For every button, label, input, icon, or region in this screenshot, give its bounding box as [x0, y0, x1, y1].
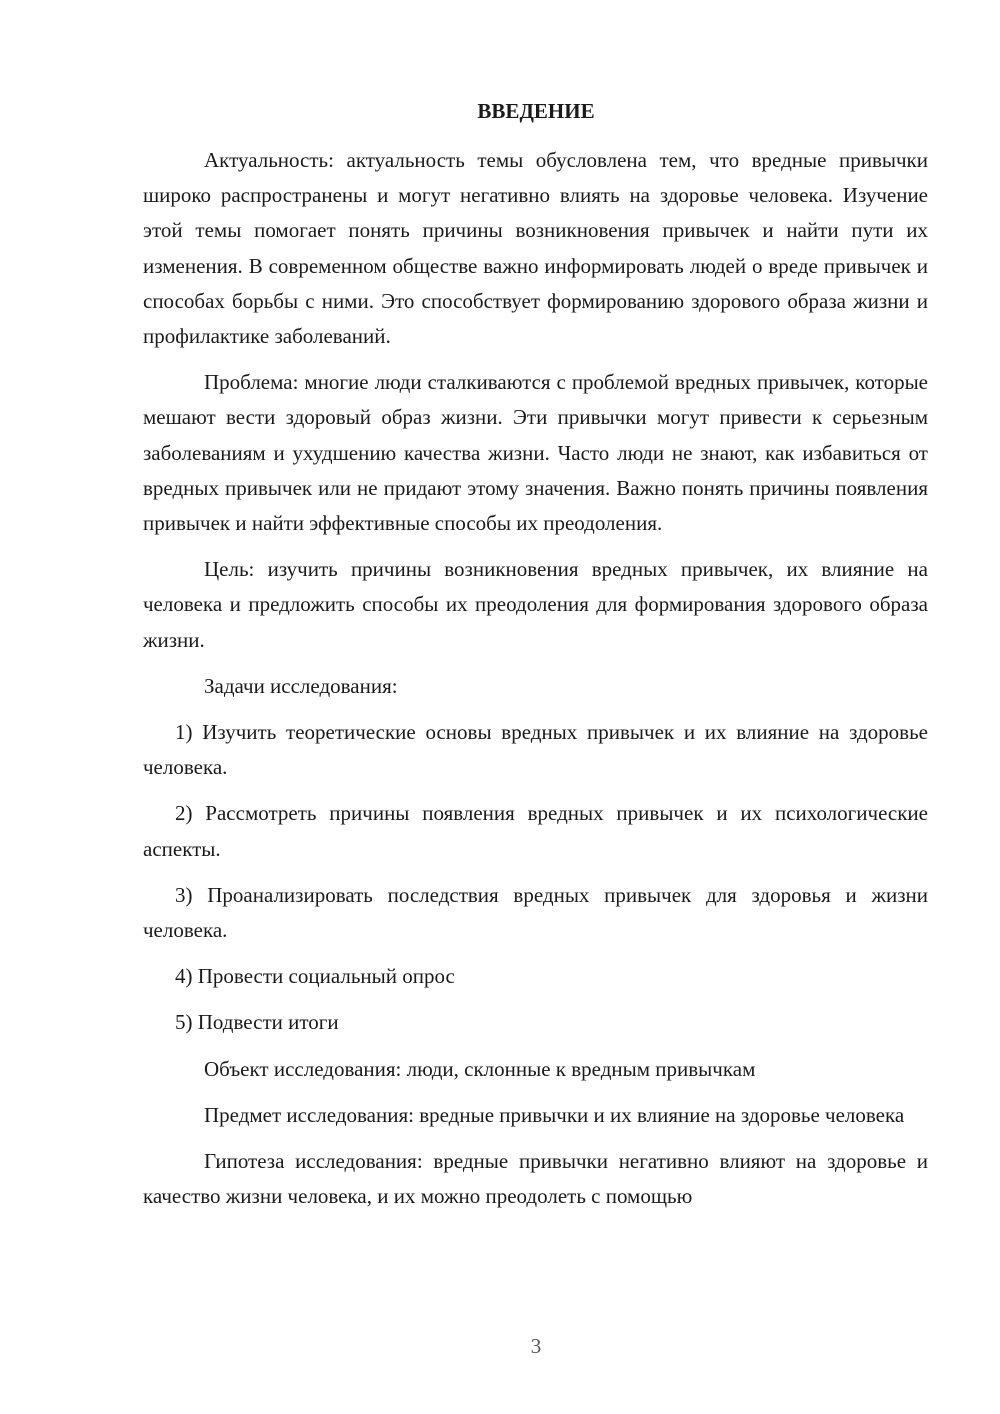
task-item-5: 5) Подвести итоги	[175, 1010, 339, 1035]
document-body	[143, 143, 928, 1225]
page-number: 3	[530, 1334, 542, 1358]
paragraph-hypothesis: Гипотеза исследования: вредные привычки негативно влияют на здоровье и качество жизни человека, и их можно преодолеть с помощью	[143, 1149, 928, 1209]
section-title: ВВЕДЕНИЕ	[477, 99, 595, 123]
paragraph-relevance: Актуальность: актуальность темы обусловлена тем, что вредные привычки широко распространены и могут негативно влиять на здоровье человека. Изучение этой темы помогает понять причины возникновения привычек и найти пути их изменения. В современном обществе важно информировать людей о вреде привычек и способах борьбы с ними. Это способствует формированию здорового образа жизни и профилактике заболеваний.	[143, 148, 928, 349]
paragraph-subject: Предмет исследования: вредные привычки и их влияние на здоровье человека	[204, 1102, 905, 1127]
task-item-3: 3) Проанализировать последствия вредных привычек для здоровья и жизни человека.	[143, 882, 928, 943]
paragraph-goal: Цель: изучить причины возникновения вредных привычек, их влияние на человека и предложить способы их преодоления для формирования здорового образа жизни.	[143, 557, 928, 652]
paragraph-tasks-heading: Задачи исследования:	[204, 673, 398, 698]
paragraph-object: Объект исследования: люди, склонные к вредным привычкам	[204, 1056, 756, 1081]
task-item-1: 1) Изучить теоретические основы вредных привычек и их влияние на здоровье человека.	[143, 720, 928, 780]
paragraph-problem: Проблема: многие люди сталкиваются с проблемой вредных привычек, которые мешают вести здоровый образ жизни. Эти привычки могут привести к серьезным заболеваниям и ухудшению качества жизни. Часто люди не знают, как избавиться от вредных привычек или не придают этому значения. Важно понять причины появления привычек и найти эффективные способы их преодоления.	[143, 370, 928, 536]
task-item-4: 4) Провести социальный опрос	[175, 964, 455, 989]
task-item-2: 2) Рассмотреть причины появления вредных привычек и их психологические аспекты.	[143, 801, 928, 861]
